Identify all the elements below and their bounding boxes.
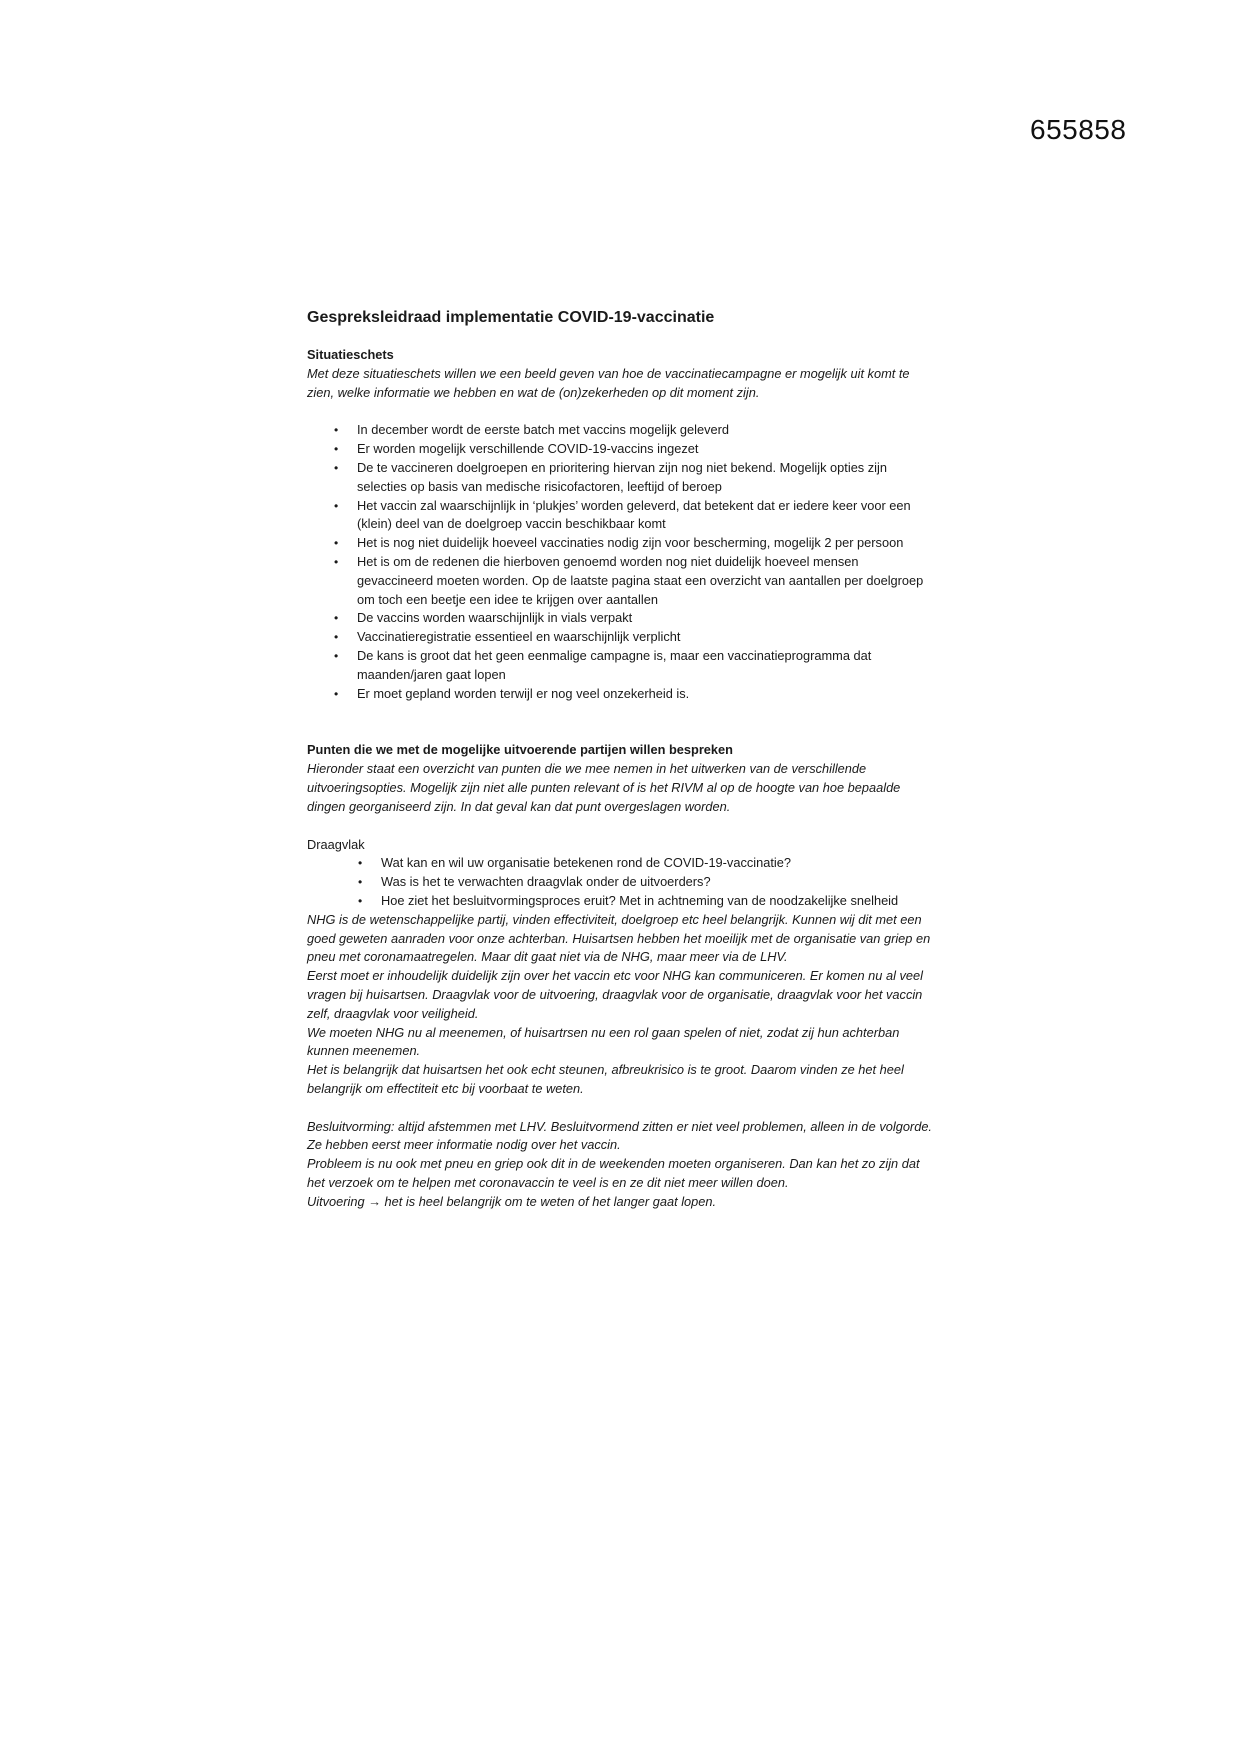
document-number: 655858 [1030,114,1127,145]
document-title: Gespreksleidraad implementatie COVID-19-vaccinatie [307,309,715,326]
list-item: • Het is om de redenen die hierboven genoemd worden nog niet duidelijk hoeveel mensen gevaccineerd moeten worden. Op de laatste pagina staat een overzicht van aantallen per doelgroep om toch een beetje een idee te krijgen over aantallen [357,553,937,609]
list-item: • Er worden mogelijk verschillende COVID-19-vaccins ingezet [357,440,937,459]
list-item: • Was is het te verwachten draagvlak onder de uitvoerders? [381,873,937,892]
uitvoering-note [307,1193,937,1212]
draagvlak-note: NHG is de wetenschappelijke partij, vinden effectiviteit, doelgroep etc heel belangrijk. Kunnen wij dit met een goed geweten aanraden voor onze achterban. Huisartsen hebben het moeilijk met de organisatie van griep en pneu met coronamaatregelen. Maar dit gaat niet via de NHG, maar meer via de LHV. [307,911,931,965]
draagvlak-note: Eerst moet er inhoudelijk duidelijk zijn over het vaccin etc voor NHG kan communiceren. Er komen nu al veel vragen bij huisartsen. Draagvlak voor de uitvoering, draagvlak voor de organisatie, draagvlak voor het vaccin zelf, draagvlak voor veiligheid. [307,968,923,1021]
list-item: • Vaccinatieregistratie essentieel en waarschijnlijk verplicht [357,628,937,647]
uitvoering-label: Uitvoering [307,1193,365,1209]
list-item: • Er moet gepland worden terwijl er nog veel onzekerheid is. [357,685,937,704]
list-item: • Het vaccin zal waarschijnlijk in ‘plukjes’ worden geleverd, dat betekent dat er iedere keer voor een (klein) deel van de doelgroep vaccin beschikbaar komt [357,497,937,535]
besluitvorming-note: Besluitvorming: altijd afstemmen met LHV. Besluitvormend zitten er niet veel problemen, alleen in de volgorde. Ze hebben eerst meer informatie nodig over het vaccin. [307,1118,932,1153]
punten-intro: Hieronder staat een overzicht van punten die we mee nemen in het uitwerken van de verschillende uitvoeringsopties. Mogelijk zijn niet alle punten relevant of is het RIVM al op de hoogte van hoe bepaalde dingen georganiseerd zijn. In dat geval kan dat punt overgeslagen worden. [307,761,901,814]
besluitvorming-note: Probleem is nu ook met pneu en griep ook dit in de weekenden moeten organiseren. Dan kan het zo zijn dat het verzoek om te helpen met coronavaccin te veel is en ze dit niet meer willen doen. [307,1156,920,1191]
situatieschets-intro: Met deze situatieschets willen we een beeld geven van hoe de vaccinatiecampagne er mogelijk uit komt te zien, welke informatie we hebben en wat de (on)zekerheden op dit moment zijn. [307,365,910,400]
list-item: • De vaccins worden waarschijnlijk in vials verpakt [357,609,937,628]
list-item: • De kans is groot dat het geen eenmalige campagne is, maar een vaccinatieprogramma dat maanden/jaren gaat lopen [357,647,937,685]
punten-heading: Punten die we met de mogelijke uitvoerende partijen willen bespreken [307,742,733,758]
situatieschets-heading: Situatieschets [307,347,394,362]
arrow-right-icon: → [368,1193,381,1209]
document-body [307,307,937,1212]
draagvlak-note: Het is belangrijk dat huisartsen het ook echt steunen, afbreukrisico is te groot. Daarom vinden ze het heel belangrijk om effectiteit etc bij voorbaat te weten. [307,1062,904,1096]
list-item: • Hoe ziet het besluitvormingsproces eruit? Met in achtneming van de noodzakelijke snelheid [381,892,937,911]
list-item: • In december wordt de eerste batch met vaccins mogelijk geleverd [357,421,937,440]
draagvlak-heading: Draagvlak [307,836,365,852]
situatieschets-list [307,421,937,703]
uitvoering-text: het is heel belangrijk om te weten of het langer gaat lopen. [384,1193,717,1209]
draagvlak-note: We moeten NHG nu al meenemen, of huisartrsen nu een rol gaan spelen of niet, zodat zij hun achterban kunnen meenemen. [307,1024,900,1059]
list-item: • Wat kan en wil uw organisatie betekenen rond de COVID-19-vaccinatie? [381,854,937,873]
draagvlak-list [307,854,937,910]
list-item: • Het is nog niet duidelijk hoeveel vaccinaties nodig zijn voor bescherming, mogelijk 2 per persoon [357,534,937,553]
list-item: • De te vaccineren doelgroepen en prioritering hiervan zijn nog niet bekend. Mogelijk opties zijn selecties op basis van medische risicofactoren, leeftijd of beroep [357,459,937,497]
